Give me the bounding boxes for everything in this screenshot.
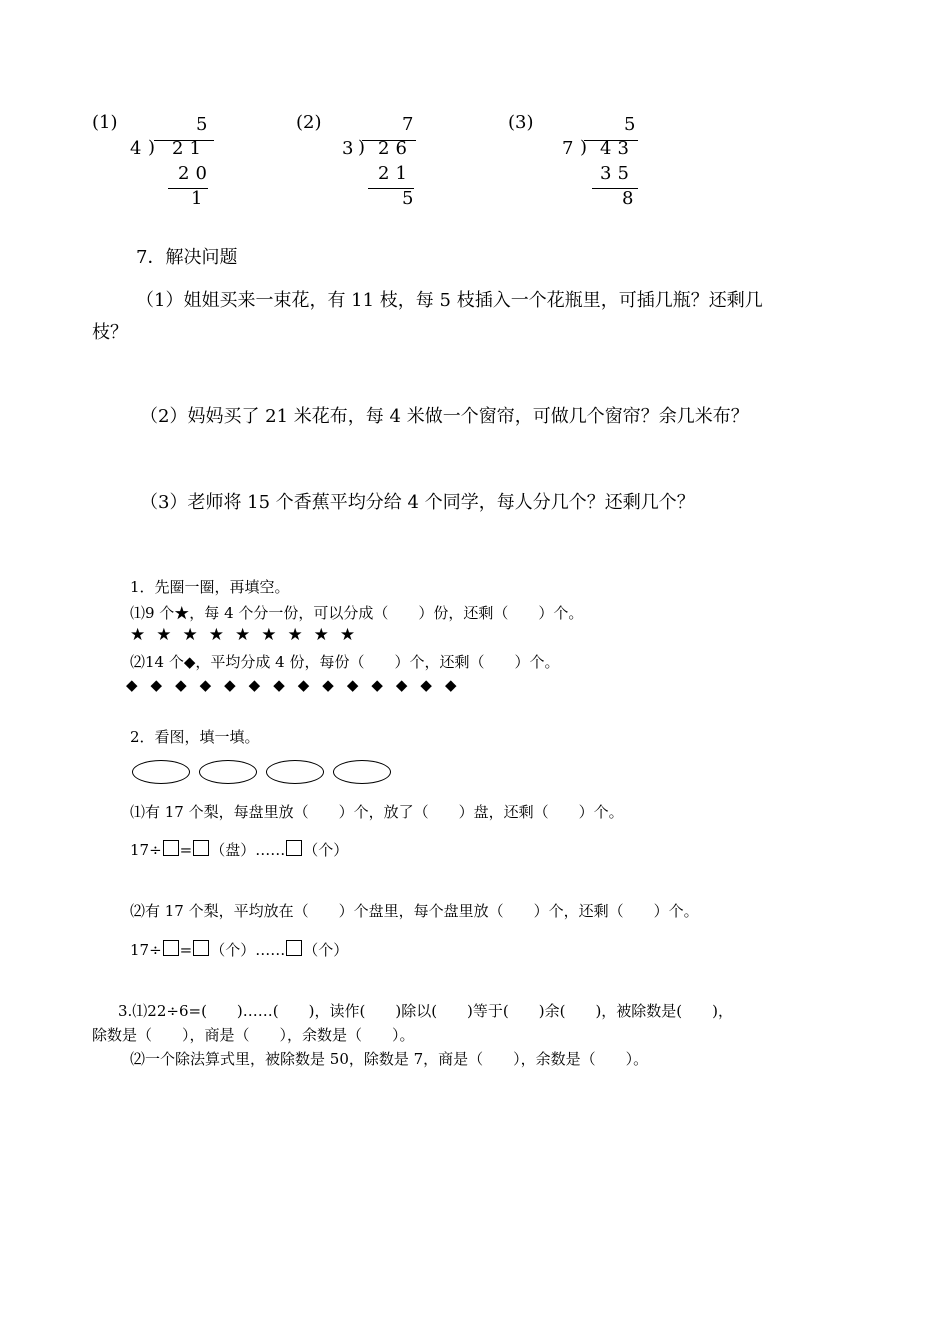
problem-1-line-2: 枝？ xyxy=(92,322,128,343)
product: 35 xyxy=(600,163,635,184)
answer-box[interactable] xyxy=(193,940,209,956)
remainder: 5 xyxy=(402,188,420,209)
division-bracket: ) xyxy=(580,137,588,158)
equation-start: 17÷ xyxy=(130,941,162,959)
equation-start: 17÷ xyxy=(130,841,162,859)
plate-ellipse-4 xyxy=(333,760,391,784)
division-2 xyxy=(296,112,476,212)
section-7-title: 7．解决问题 xyxy=(136,247,238,268)
unit-label: （个） xyxy=(303,841,349,859)
division-bracket: ) xyxy=(148,137,156,158)
division-1 xyxy=(92,112,272,212)
divisor: 4 xyxy=(130,138,148,159)
product: 20 xyxy=(178,163,213,184)
answer-box[interactable] xyxy=(286,840,302,856)
q1-part-b: ⑵14 个◆，平均分成 4 份，每份（ ）个，还剩（ ）个。 xyxy=(130,653,560,671)
q2-title: 2．看图，填一填。 xyxy=(130,728,260,746)
q1-part-a: ⑴9 个★，每 4 个分一份，可以分成（ ）份，还剩（ ）个。 xyxy=(130,604,584,622)
unit-label: （盘）…… xyxy=(210,841,286,859)
division-bracket: ) xyxy=(358,137,366,158)
unit-label: （个）…… xyxy=(210,941,286,959)
q2-part-b: ⑵有 17 个梨，平均放在（ ）个盘里，每个盘里放（ ）个，还剩（ ）个。 xyxy=(130,902,699,920)
unit-label: （个） xyxy=(303,941,349,959)
equals-sign: = xyxy=(179,841,193,859)
quotient: 5 xyxy=(196,114,214,135)
division-label: (3) xyxy=(508,112,534,133)
star-row: ★★★★★★★★★ xyxy=(130,625,367,645)
division-label: (2) xyxy=(296,112,322,133)
answer-box[interactable] xyxy=(163,840,179,856)
problem-2: （2）妈妈买了 21 米花布，每 4 米做一个窗帘，可做几个窗帘？余几米布？ xyxy=(140,406,749,427)
plate-ellipse-3 xyxy=(266,760,324,784)
answer-box[interactable] xyxy=(163,940,179,956)
problem-1-line-1: （1）姐姐买来一束花，有 11 枝，每 5 枝插入一个花瓶里，可插几瓶？还剩几 xyxy=(136,290,763,311)
plate-ellipse-2 xyxy=(199,760,257,784)
product: 21 xyxy=(378,163,413,184)
dividend: 26 xyxy=(378,138,413,159)
q3-line-2: 除数是（ ），商是（ ），余数是（ ）。 xyxy=(92,1026,415,1044)
division-3 xyxy=(508,112,688,212)
diamond-row: ◆◆◆◆◆◆◆◆◆◆◆◆◆◆ xyxy=(126,676,470,694)
q2-part-a-equation xyxy=(130,839,348,860)
remainder: 1 xyxy=(191,188,209,209)
remainder: 8 xyxy=(622,188,640,209)
problem-3: （3）老师将 15 个香蕉平均分给 4 个同学，每人分几个？还剩几个？ xyxy=(140,492,695,513)
q2-part-b-equation xyxy=(130,939,348,960)
division-label: (1) xyxy=(92,112,118,133)
plate-ellipse-1 xyxy=(132,760,190,784)
divisor: 3 xyxy=(342,138,360,159)
quotient: 5 xyxy=(624,114,642,135)
q1-title: 1．先圈一圈，再填空。 xyxy=(130,578,290,596)
answer-box[interactable] xyxy=(193,840,209,856)
equals-sign: = xyxy=(179,941,193,959)
dividend: 43 xyxy=(600,138,635,159)
answer-box[interactable] xyxy=(286,940,302,956)
q3-line-1: 3.⑴22÷6=( )……( )，读作( )除以( )等于( )余( )，被除数是( )， xyxy=(118,1002,734,1020)
q3-line-3: ⑵一个除法算式里，被除数是 50，除数是 7，商是（ ），余数是（ ）。 xyxy=(130,1050,649,1068)
q2-part-a: ⑴有 17 个梨，每盘里放（ ）个，放了（ ）盘，还剩（ ）个。 xyxy=(130,803,624,821)
quotient: 7 xyxy=(402,114,420,135)
divisor: 7 xyxy=(562,138,580,159)
dividend: 21 xyxy=(172,138,207,159)
